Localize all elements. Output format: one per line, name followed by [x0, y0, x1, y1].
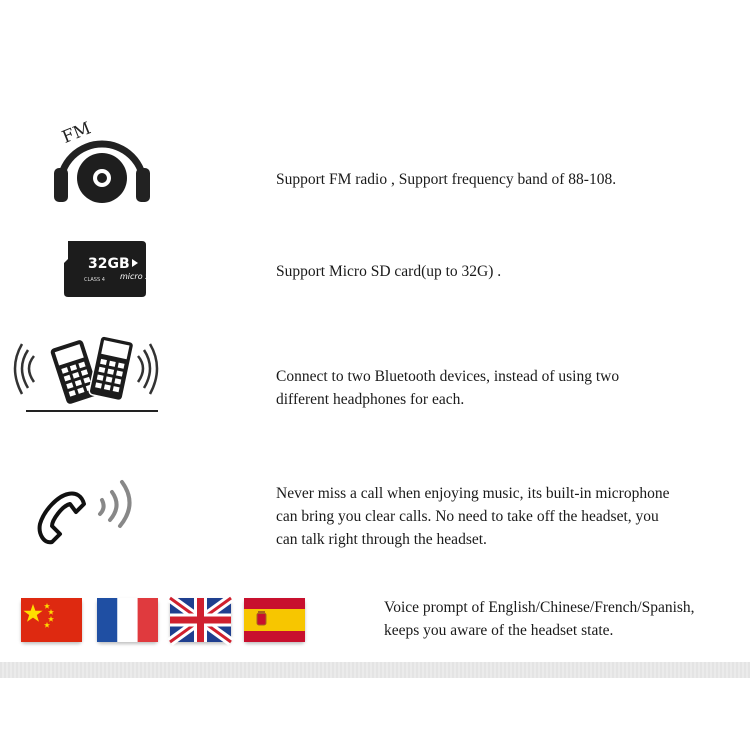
bottom-divider-strip [0, 662, 750, 678]
phone-call-icon [36, 474, 140, 548]
feature-bluetooth-text [276, 365, 619, 411]
sd-class-label: CLASS 4 [84, 277, 105, 283]
feature-call-text [276, 482, 669, 551]
sd-brand-label: micro SD HC [120, 272, 171, 281]
fm-label: FM [59, 118, 94, 148]
micro-sd-card-icon [64, 241, 171, 297]
spain-flag-icon [244, 598, 305, 642]
feature-line: Connect to two Bluetooth devices, instead of using two [276, 368, 620, 385]
feature-line: different headphones for each. [276, 391, 465, 408]
feature-line: Voice prompt of English/Chinese/French/Spanish, [384, 599, 695, 616]
feature-line: can talk right through the headset. [276, 531, 487, 548]
feature-line: Support Micro SD card(up to 32G) . [276, 263, 502, 280]
sd-capacity-label: 32GB [88, 256, 130, 272]
feature-fm-text [276, 168, 616, 191]
feature-line: can bring you clear calls. No need to take off the headset, you [276, 508, 659, 525]
dual-phone-bluetooth-icon [18, 334, 160, 414]
feature-sd-text [276, 260, 501, 283]
feature-line: Support FM radio , Support frequency band of 88-108. [276, 171, 617, 188]
fm-radio-headphone-icon [52, 116, 152, 208]
feature-line: Never miss a call when enjoying music, its built-in microphone [276, 485, 670, 502]
china-flag-icon [21, 598, 82, 642]
france-flag-icon [97, 598, 158, 642]
feature-voice-text [384, 596, 695, 642]
feature-line: keeps you aware of the headset state. [384, 622, 614, 639]
uk-flag-icon [170, 598, 231, 642]
